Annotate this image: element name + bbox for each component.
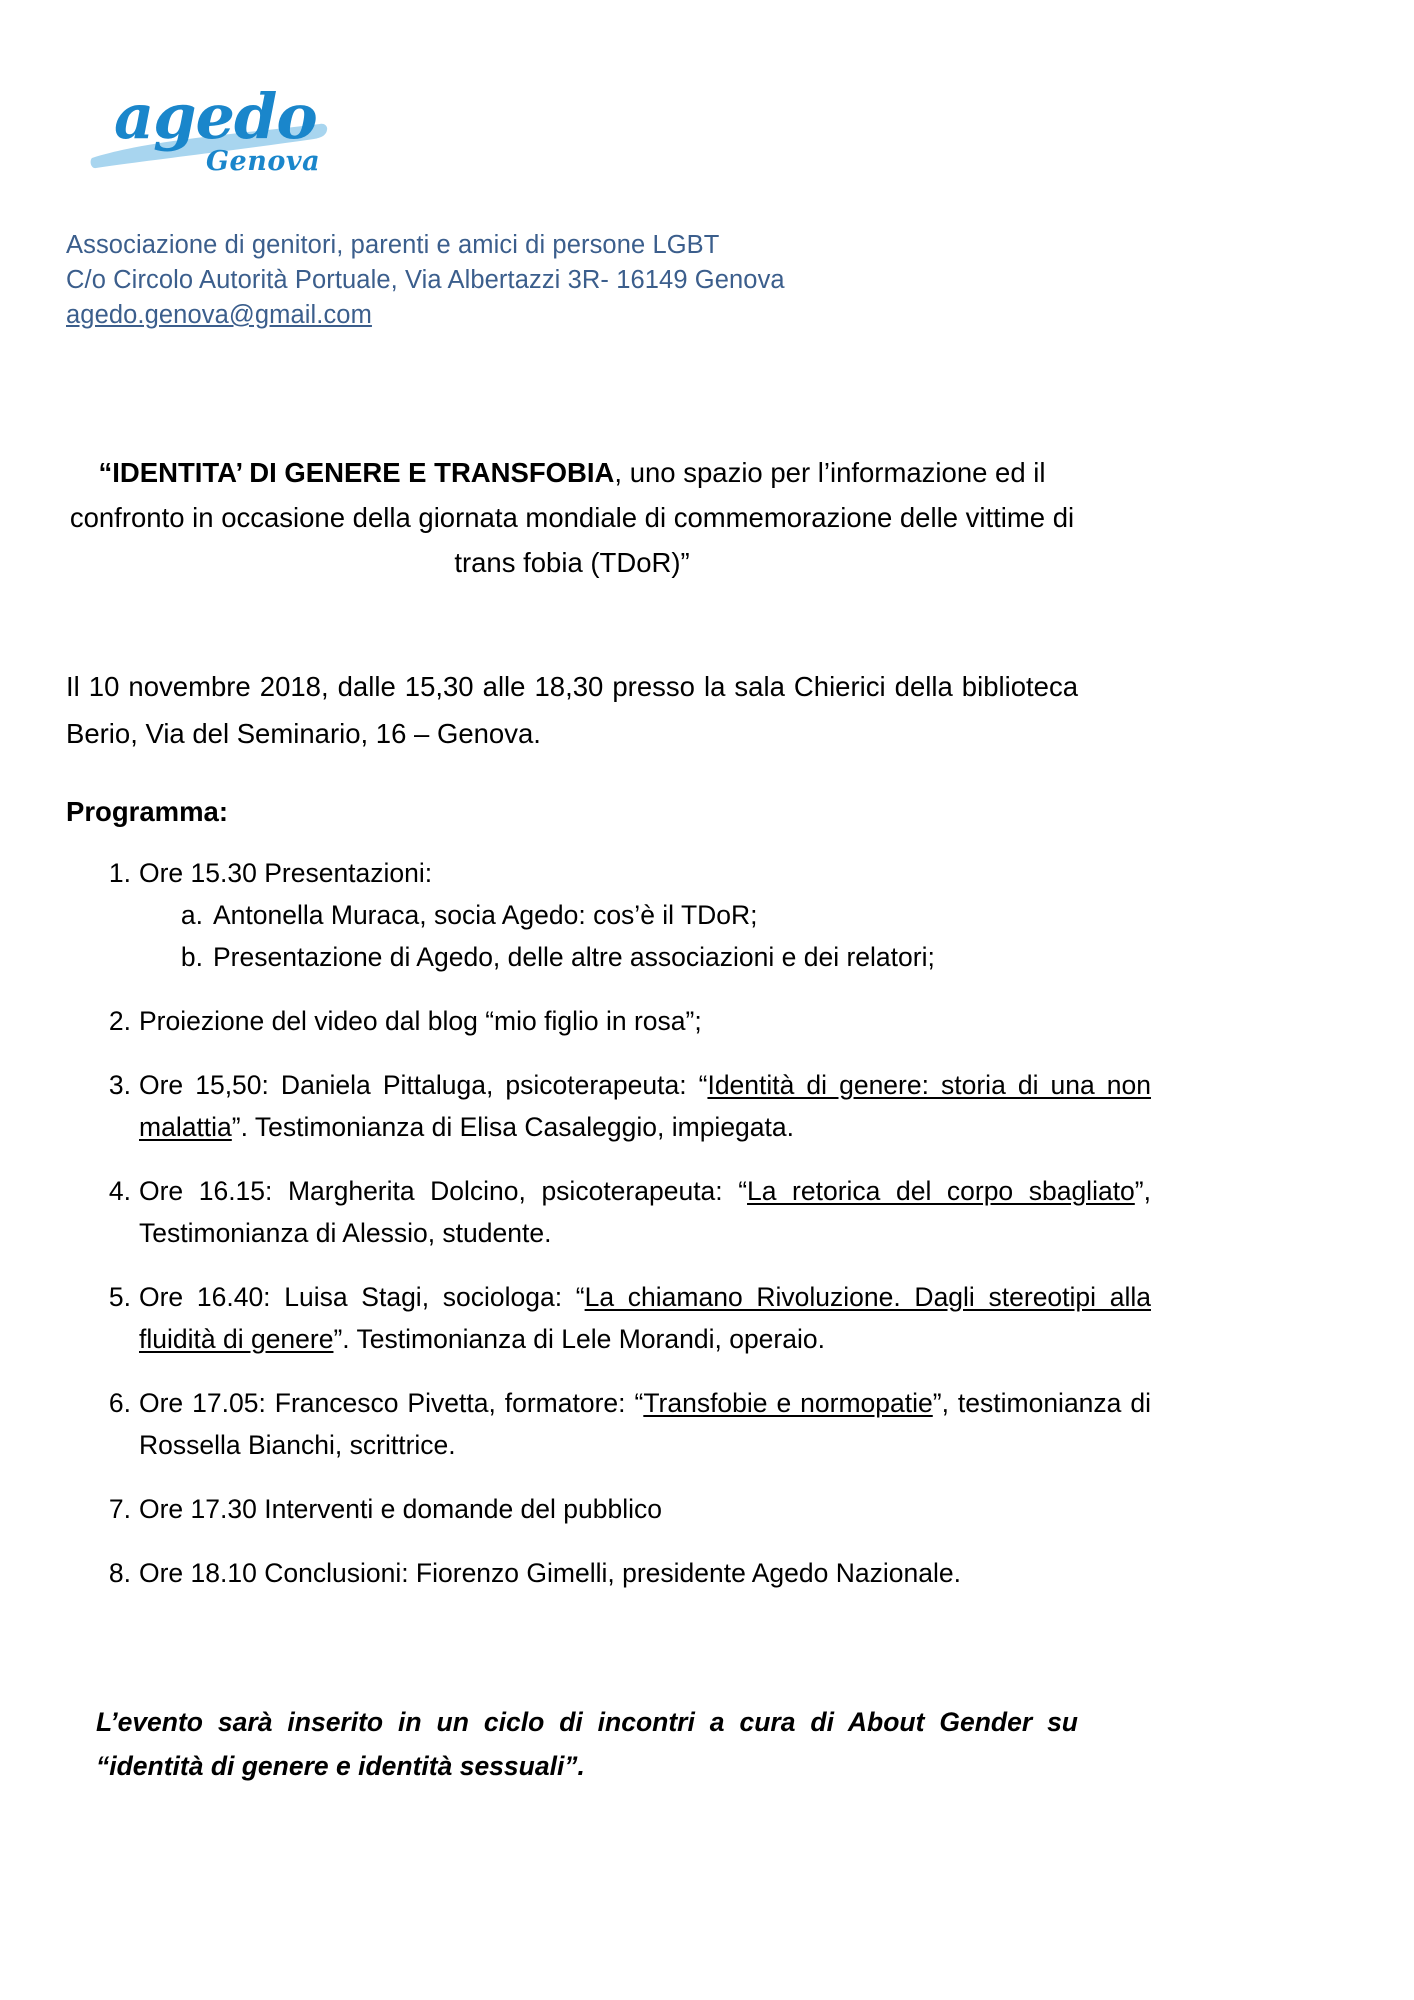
program-item-8: Ore 18.10 Conclusioni: Fiorenzo Gimelli, presidente Agedo Nazionale. [139, 1558, 961, 1588]
program-item-3-pre: Ore 15,50: Daniela Pittaluga, psicoterapeuta: “ [139, 1070, 708, 1100]
program-item-5-post: ”. Testimonianza di Lele Morandi, operaio. [333, 1324, 825, 1354]
program-item-1b: Presentazione di Agedo, delle altre associazioni e dei relatori; [213, 942, 935, 972]
program-item-3-post: ”. Testimonianza di Elisa Casaleggio, impiegata. [231, 1112, 794, 1142]
program-item-7: Ore 17.30 Interventi e domande del pubblico [139, 1494, 662, 1524]
agedo-logo [88, 62, 348, 182]
program-item-5-pre: Ore 16.40: Luisa Stagi, sociologa: “ [139, 1282, 585, 1312]
program-item-5-talk-title: La chiamano Rivoluzione. Dagli stereotipi alla fluidità di genere [139, 1282, 1151, 1354]
svg-text:agedo: agedo [114, 80, 317, 153]
event-title-rest: , uno spazio per l’informazione ed il confronto in occasione della giornata mondiale di commemorazione delle vittime di trans fobia (TDoR)” [69, 457, 1075, 578]
org-address: C/o Circolo Autorità Portuale, Via Albertazzi 3R- 16149 Genova [66, 266, 785, 294]
program-list [66, 852, 1151, 1616]
program-item-1a: Antonella Muraca, socia Agedo: cos’è il TDoR; [213, 900, 758, 930]
org-email-line [66, 298, 1066, 333]
email-link[interactable]: agedo.genova@gmail.com [66, 301, 372, 329]
program-item-4-pre: Ore 16.15: Margherita Dolcino, psicoterapeuta: “ [139, 1176, 748, 1206]
program-item-6 [139, 1382, 1151, 1466]
program-item-1 [139, 852, 1151, 978]
closing-note: L’evento sarà inserito in un ciclo di incontri a cura di About Gender su “identità di genere e identità sessuali”. [96, 1707, 1078, 1781]
program-item-2: Proiezione del video dal blog “mio figlio in rosa”; [139, 1006, 702, 1036]
program-item-6-pre: Ore 17.05: Francesco Pivetta, formatore: “ [139, 1388, 644, 1418]
program-item-4-talk-title: La retorica del corpo sbagliato [747, 1176, 1135, 1206]
agedo-logo-icon [88, 62, 348, 182]
program-item-6-post: ”, testimonianza di Rossella Bianchi, scrittrice. [139, 1388, 1151, 1460]
organization-contact-block [66, 228, 1066, 333]
event-title [66, 450, 1078, 585]
program-item-3-talk-title: Identità di genere: storia di una non malattia [139, 1070, 1151, 1142]
program-item-5 [139, 1276, 1151, 1360]
program-item-6-talk-title: Transfobie e normopatie [643, 1388, 933, 1418]
program-item-4 [139, 1170, 1151, 1254]
event-title-bold: “IDENTITA’ DI GENERE E TRANSFOBIA [98, 457, 615, 488]
program-item-1-text: Ore 15.30 Presentazioni: [139, 858, 433, 888]
org-description: Associazione di genitori, parenti e amici di persone LGBT [66, 231, 720, 259]
program-item-4-post: ”, Testimonianza di Alessio, studente. [139, 1176, 1151, 1248]
event-details-paragraph: Il 10 novembre 2018, dalle 15,30 alle 18,30 presso la sala Chierici della biblioteca Berio, Via del Seminario, 16 – Genova. [66, 671, 1078, 749]
svg-text:Genova: Genova [206, 146, 321, 177]
program-sublist-1 [139, 894, 1151, 978]
programma-heading: Programma: [66, 796, 228, 827]
program-item-3 [139, 1064, 1151, 1148]
